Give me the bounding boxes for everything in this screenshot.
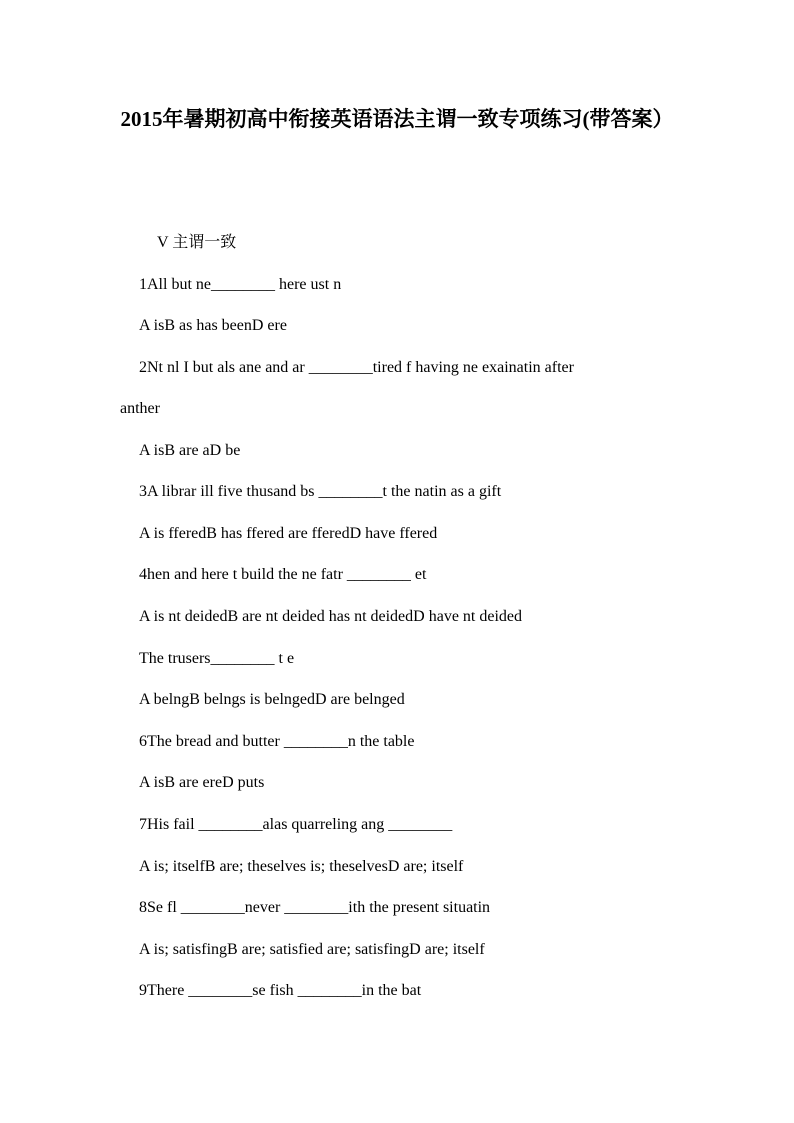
question-line: 9There ________se fish ________in the bat — [139, 982, 422, 999]
document-title: 2015年暑期初高中衔接英语语法主谓一致专项练习(带答案） — [120, 107, 674, 131]
option-line: A isB are aD be — [139, 442, 241, 459]
question-line: 2Nt nl I but als ane and ar ________tired f having ne exainatin after — [139, 359, 574, 376]
option-line: A is nt deidedB are nt deided has nt deidedD have nt deided — [139, 608, 523, 625]
section-heading: V 主谓一致 — [157, 234, 237, 251]
option-line: A belngB belngs is belngedD are belnged — [139, 691, 405, 708]
question-line: 1All but ne________ here ust n — [139, 276, 342, 293]
question-line-continuation: anther — [120, 400, 160, 417]
question-line: 4hen and here t build the ne fatr ________ et — [139, 566, 427, 583]
question-line: 7His fail ________alas quarreling ang ________ — [139, 816, 453, 833]
question-line: 6The bread and butter ________n the table — [139, 733, 415, 750]
option-line: A is fferedB has ffered are fferedD have ffered — [139, 525, 438, 542]
option-line: A isB are ereD puts — [139, 774, 265, 791]
question-line: The trusers________ t e — [139, 650, 295, 667]
question-line: 3A librar ill five thusand bs ________t the natin as a gift — [139, 483, 502, 500]
option-line: A is; satisfingB are; satisfied are; satisfingD are; itself — [139, 941, 485, 958]
question-line: 8Se fl ________never ________ith the present situatin — [139, 899, 491, 916]
option-line: A isB as has beenD ere — [139, 317, 287, 334]
option-line: A is; itselfB are; theselves is; theselvesD are; itself — [139, 858, 464, 875]
